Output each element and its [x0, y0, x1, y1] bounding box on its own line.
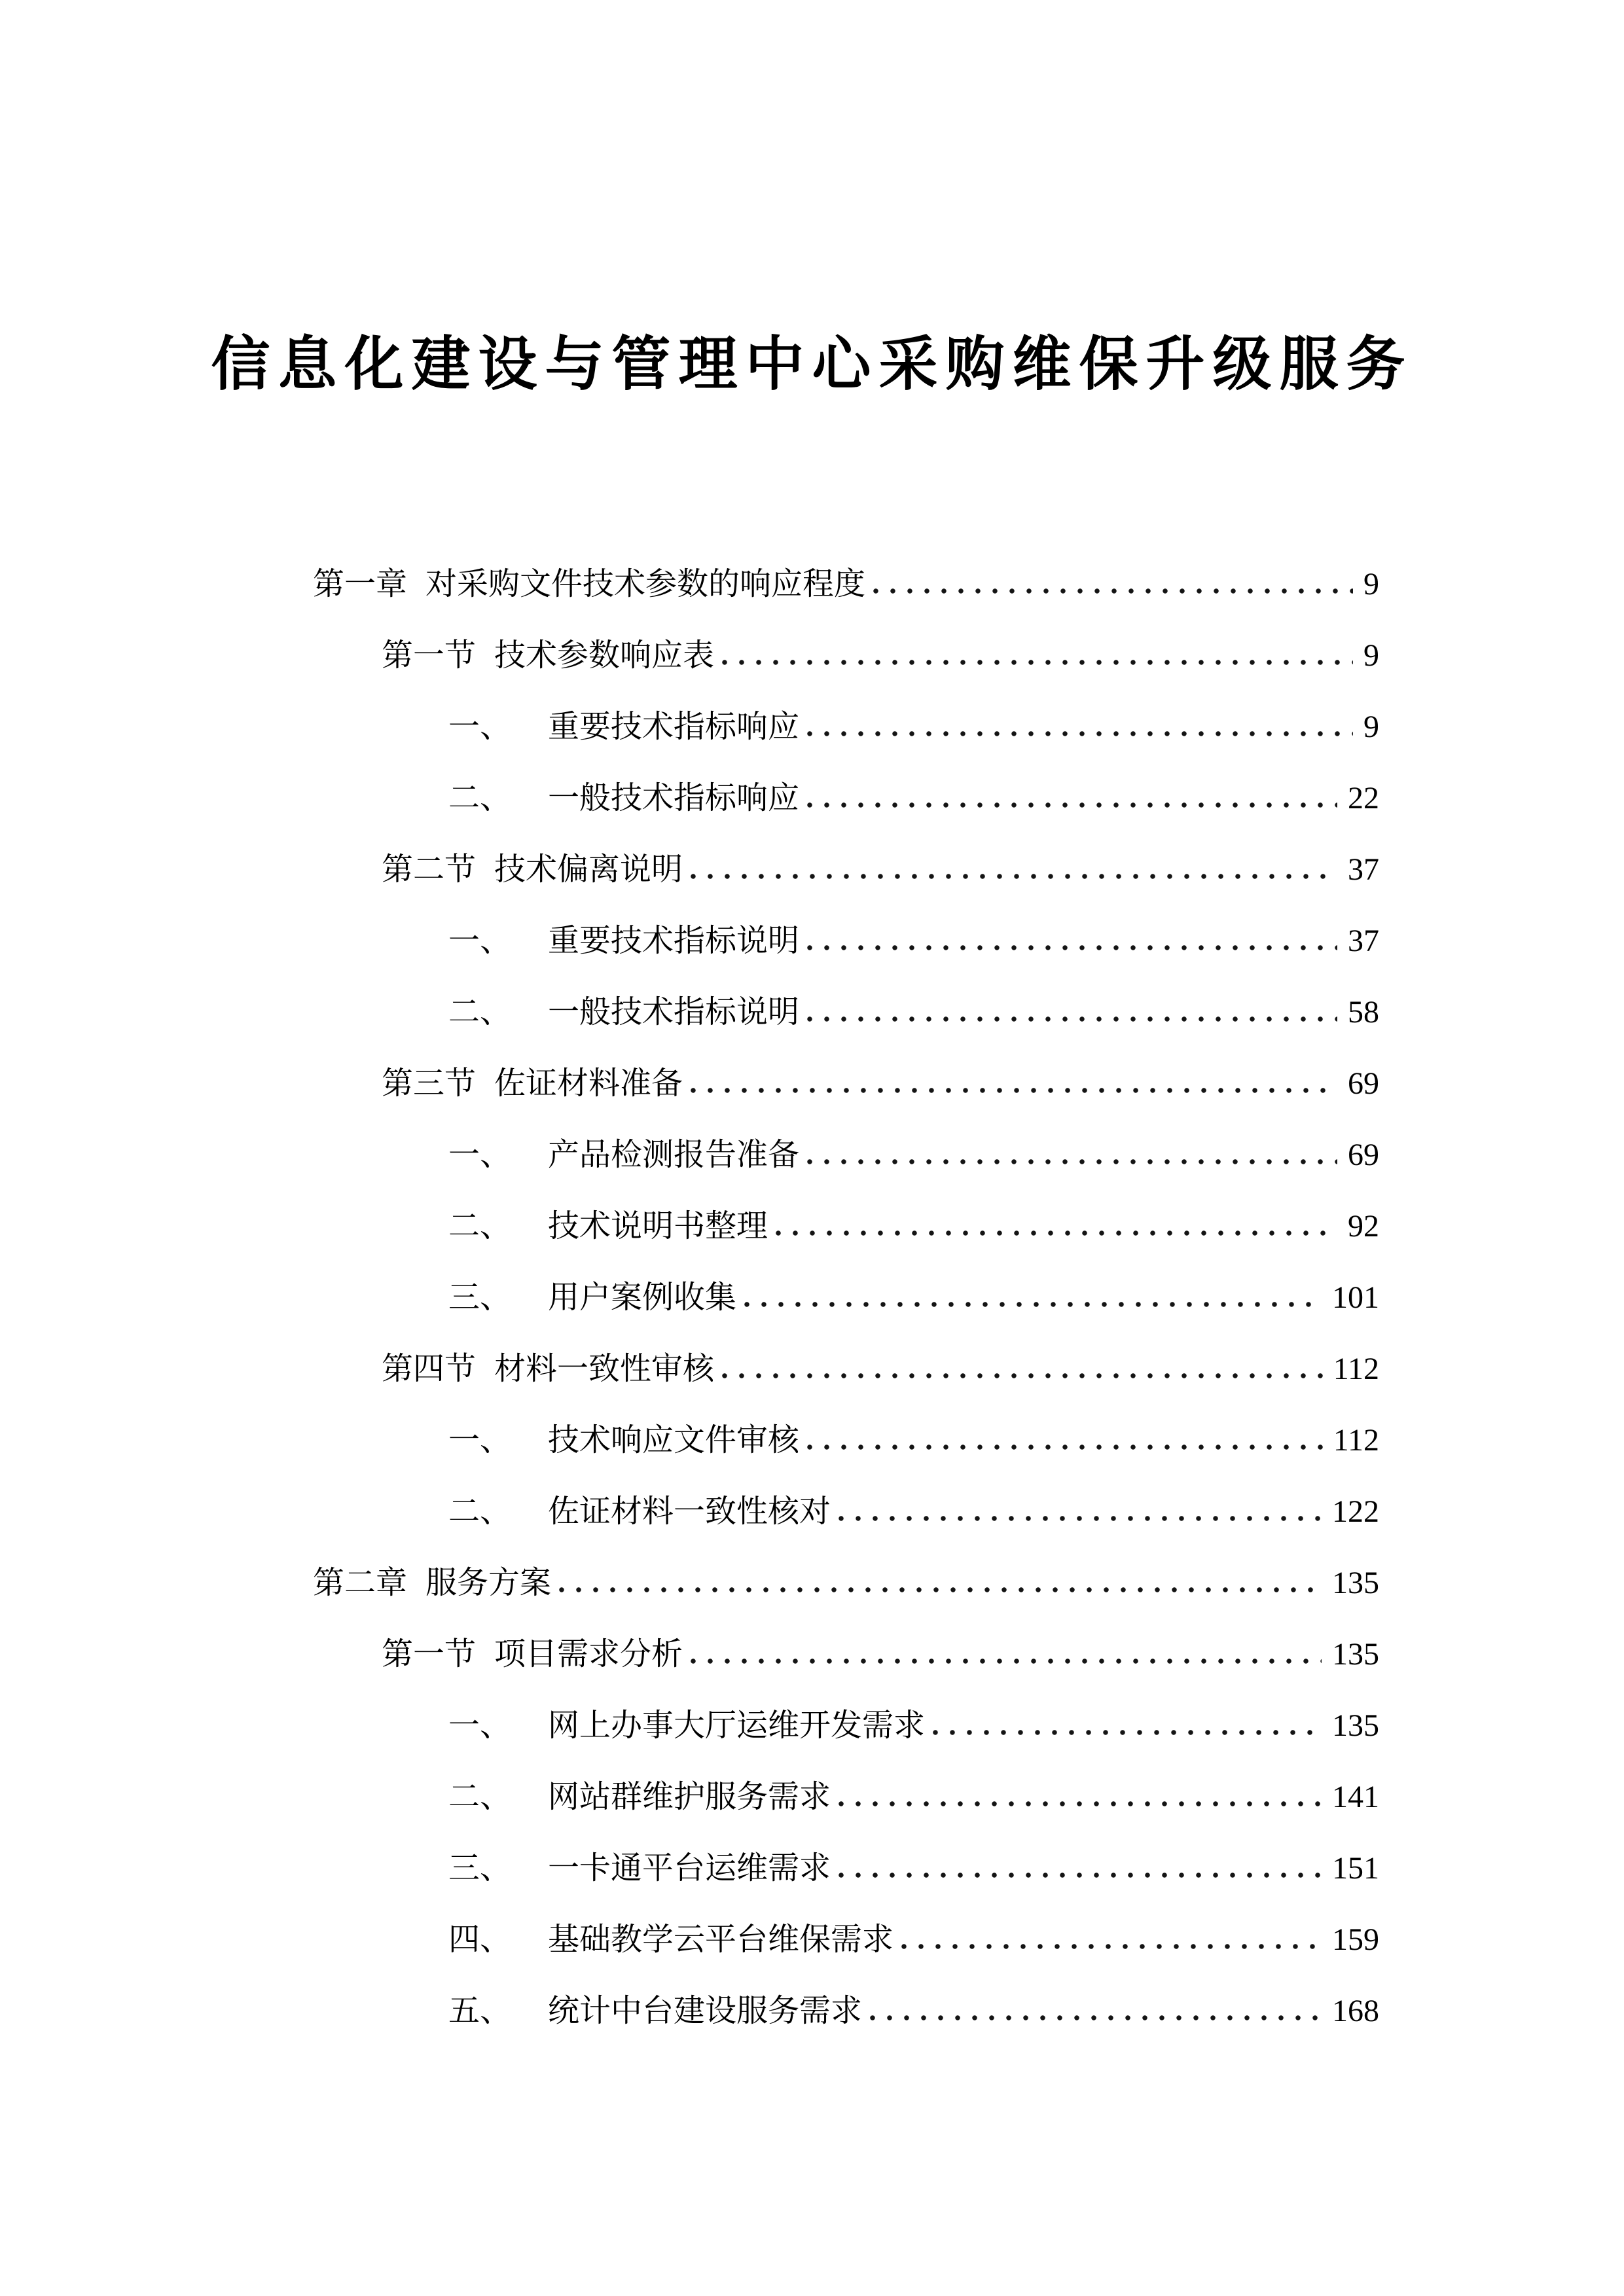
- dot-leader: [559, 1587, 1322, 1593]
- dot-leader: [901, 1943, 1322, 1950]
- dot-leader: [691, 1087, 1337, 1094]
- toc-entry-number: 一、: [448, 924, 512, 958]
- toc-entry[interactable]: [313, 691, 1379, 762]
- toc-entry[interactable]: [313, 762, 1379, 834]
- dot-leader: [839, 1801, 1322, 1807]
- dot-leader: [776, 1230, 1337, 1236]
- toc-entry-number: 第三节: [382, 1066, 477, 1101]
- toc-entry-title: 一卡通平台运维需求: [548, 1851, 831, 1886]
- dot-leader: [807, 802, 1337, 808]
- toc-entry[interactable]: [313, 1333, 1379, 1405]
- toc-entry-number: 第二节: [382, 852, 477, 887]
- toc-entry-number: 四、: [448, 1922, 512, 1957]
- toc-entry-title: 对采购文件技术参数的响应程度: [425, 567, 866, 601]
- toc-entry-page: 112: [1333, 1423, 1379, 1458]
- toc-entry-title: 网站群维护服务需求: [548, 1780, 831, 1814]
- dot-leader: [744, 1301, 1322, 1308]
- toc-entry-page: 92: [1348, 1209, 1379, 1244]
- toc-entry-title: 佐证材料准备: [494, 1066, 683, 1101]
- toc-entry-number: 一、: [448, 709, 512, 744]
- toc-entry[interactable]: [313, 620, 1379, 691]
- dot-leader: [691, 1658, 1322, 1664]
- toc-entry-title: 一般技术指标说明: [548, 995, 800, 1030]
- toc-entry[interactable]: [313, 1761, 1379, 1833]
- document-title: 信息化建设与管理中心采购维保升级服务: [211, 332, 1413, 397]
- toc-entry-number: 一、: [448, 1138, 512, 1172]
- toc-entry-number: 二、: [448, 1209, 512, 1244]
- toc-entry[interactable]: [313, 1476, 1379, 1547]
- toc-entry-number: 一、: [448, 1708, 512, 1743]
- toc-entry-title: 一般技术指标响应: [548, 781, 800, 816]
- toc-entry[interactable]: [313, 1547, 1379, 1619]
- toc-entry[interactable]: [313, 1048, 1379, 1119]
- toc-entry-title: 材料一致性审核: [494, 1352, 715, 1386]
- dot-leader: [807, 1016, 1337, 1022]
- toc-entry-page: 9: [1363, 709, 1379, 744]
- toc-entry[interactable]: [313, 977, 1379, 1048]
- toc-entry-number: 三、: [448, 1851, 512, 1886]
- toc-entry-page: 141: [1332, 1780, 1379, 1814]
- toc-entry-page: 151: [1332, 1851, 1379, 1886]
- toc-entry-title: 佐证材料一致性核对: [548, 1494, 831, 1529]
- toc-entry-title: 用户案例收集: [548, 1280, 737, 1315]
- toc-entry-page: 135: [1332, 1566, 1379, 1600]
- toc-entry[interactable]: [313, 1690, 1379, 1761]
- toc-entry-page: 122: [1332, 1494, 1379, 1529]
- toc-entry[interactable]: [313, 1405, 1379, 1476]
- dot-leader: [839, 1515, 1322, 1522]
- toc-entry-title: 网上办事大厅运维开发需求: [548, 1708, 926, 1743]
- toc-entry[interactable]: [313, 1619, 1379, 1690]
- toc-entry-page: 37: [1348, 852, 1379, 887]
- dot-leader: [807, 944, 1337, 951]
- toc-entry-title: 技术偏离说明: [494, 852, 683, 887]
- toc-entry-number: 二、: [448, 1780, 512, 1814]
- toc-entry-page: 22: [1348, 781, 1379, 816]
- toc-entry-page: 135: [1332, 1708, 1379, 1743]
- toc-entry-number: 二、: [448, 781, 512, 816]
- toc-entry-page: 159: [1332, 1922, 1379, 1957]
- dot-leader: [870, 2015, 1322, 2021]
- toc-entry-title: 产品检测报告准备: [548, 1138, 800, 1172]
- toc-entry-page: 9: [1363, 567, 1379, 601]
- dot-leader: [807, 730, 1353, 737]
- toc-entry-number: 第二章: [313, 1566, 408, 1600]
- toc-entry-number: 五、: [448, 1994, 512, 2028]
- toc-entry-title: 基础教学云平台维保需求: [548, 1922, 894, 1957]
- toc-entry[interactable]: [313, 1833, 1379, 1904]
- dot-leader: [839, 1872, 1322, 1878]
- toc-entry[interactable]: [313, 1262, 1379, 1333]
- dot-leader: [807, 1444, 1323, 1450]
- toc-entry-number: 三、: [448, 1280, 512, 1315]
- toc-entry[interactable]: [313, 1191, 1379, 1262]
- toc-entry-title: 技术说明书整理: [548, 1209, 768, 1244]
- toc-entry[interactable]: [313, 905, 1379, 977]
- toc-entry-number: 第一节: [382, 1637, 477, 1672]
- toc-entry-page: 168: [1332, 1994, 1379, 2028]
- dot-leader: [722, 659, 1353, 666]
- toc-entry[interactable]: [313, 1904, 1379, 1975]
- toc-entry-title: 项目需求分析: [494, 1637, 683, 1672]
- toc-entry-title: 服务方案: [425, 1566, 552, 1600]
- toc-entry-page: 69: [1348, 1066, 1379, 1101]
- toc-entry-page: 112: [1333, 1352, 1379, 1386]
- toc-entry-number: 第四节: [382, 1352, 477, 1386]
- toc-entry[interactable]: [313, 1119, 1379, 1191]
- toc-entry-title: 重要技术指标响应: [548, 709, 800, 744]
- dot-leader: [807, 1158, 1337, 1165]
- toc-entry[interactable]: [313, 548, 1379, 620]
- dot-leader: [722, 1372, 1323, 1379]
- toc-entry-number: 第一节: [382, 638, 477, 673]
- toc-entry[interactable]: [313, 1975, 1379, 2047]
- toc-entry-title: 技术参数响应表: [494, 638, 715, 673]
- dot-leader: [691, 873, 1337, 880]
- toc-entry-title: 重要技术指标说明: [548, 924, 800, 958]
- dot-leader: [873, 588, 1353, 594]
- toc-entry-page: 58: [1348, 995, 1379, 1030]
- toc-entry-title: 统计中台建设服务需求: [548, 1994, 863, 2028]
- toc-entry-page: 9: [1363, 638, 1379, 673]
- toc-entry-number: 一、: [448, 1423, 512, 1458]
- toc-entry-page: 69: [1348, 1138, 1379, 1172]
- toc-entry-page: 37: [1348, 924, 1379, 958]
- dot-leader: [933, 1729, 1322, 1736]
- table-of-contents: [313, 548, 1379, 2047]
- toc-entry-page: 101: [1332, 1280, 1379, 1315]
- toc-entry-title: 技术响应文件审核: [548, 1423, 800, 1458]
- toc-entry[interactable]: [313, 834, 1379, 905]
- toc-entry-number: 二、: [448, 995, 512, 1030]
- toc-entry-number: 二、: [448, 1494, 512, 1529]
- toc-entry-number: 第一章: [313, 567, 408, 601]
- toc-entry-page: 135: [1332, 1637, 1379, 1672]
